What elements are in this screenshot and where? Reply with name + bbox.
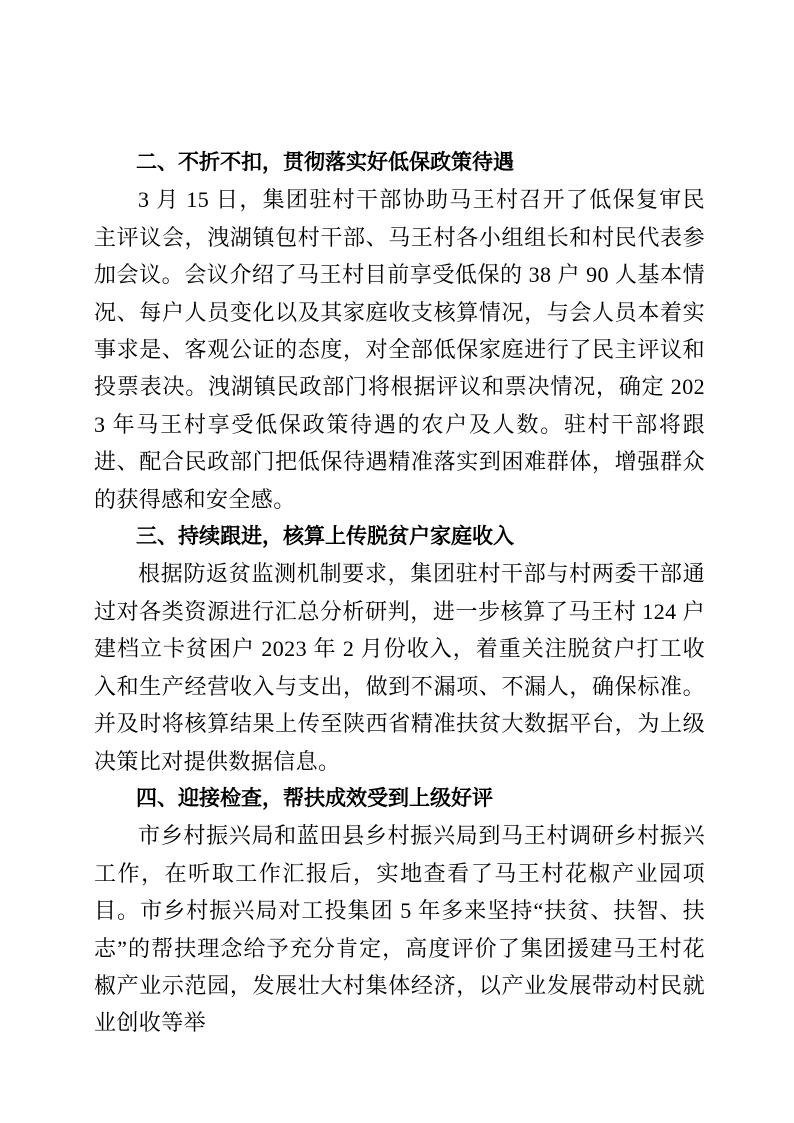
section-heading: 四、迎接检查，帮扶成效受到上级好评 xyxy=(136,786,493,810)
section-low-income-policy xyxy=(94,144,705,518)
section-heading: 三、持续跟进，核算上传脱贫户家庭收入 xyxy=(136,525,514,549)
paragraph: 3 月 15 日，集团驻村干部协助马王村召开了低保复审民主评议会，洩湖镇包村干部、马王村各小组组长和村民代表参加会议。会议介绍了马王村目前享受低保的 38 户 90 人基本情况、每户人员变化以及其家庭收支核算情况，与会人员本着实事求是、客观公证的态度，对全部低保家庭进行了民主评议和投票表决。洩湖镇民政部门将根据评议和票决情况，确定 2023 年马王村享受低保政策待遇的农户及人数。驻村干部将跟进、配合民政部门把低保待遇精准落实到困难群体，增强群众的获得感和安全感。 xyxy=(94,187,705,512)
document-content xyxy=(94,144,705,1042)
paragraph: 市乡村振兴局和蓝田县乡村振兴局到马王村调研乡村振兴工作，在听取工作汇报后，实地查看了马王村花椒产业园项目。市乡村振兴局对工投集团 5 年多来坚持“扶贫、扶智、扶志”的帮扶理念给予充分肯定，高度评价了集团援建马王村花椒产业示范园，发展壮大村集体经济，以产业发展带动村民就业创收等举 xyxy=(94,823,705,1036)
section-inspection-praise xyxy=(94,780,705,1042)
section-heading: 二、不折不扣，贯彻落实好低保政策待遇 xyxy=(136,151,514,174)
paragraph: 根据防返贫监测机制要求，集团驻村干部与村两委干部通过对各类资源进行汇总分析研判，进一步核算了马王村 124 户建档立卡贫困户 2023 年 2 月份收入，着重关注脱贫户打工收入和生产经营收入与支出，做到不漏项、不漏人，确保标准。并及时将核算结果上传至陕西省精准扶贫大数据平台，为上级决策比对提供数据信息。 xyxy=(94,561,705,774)
section-income-verification xyxy=(94,518,705,780)
